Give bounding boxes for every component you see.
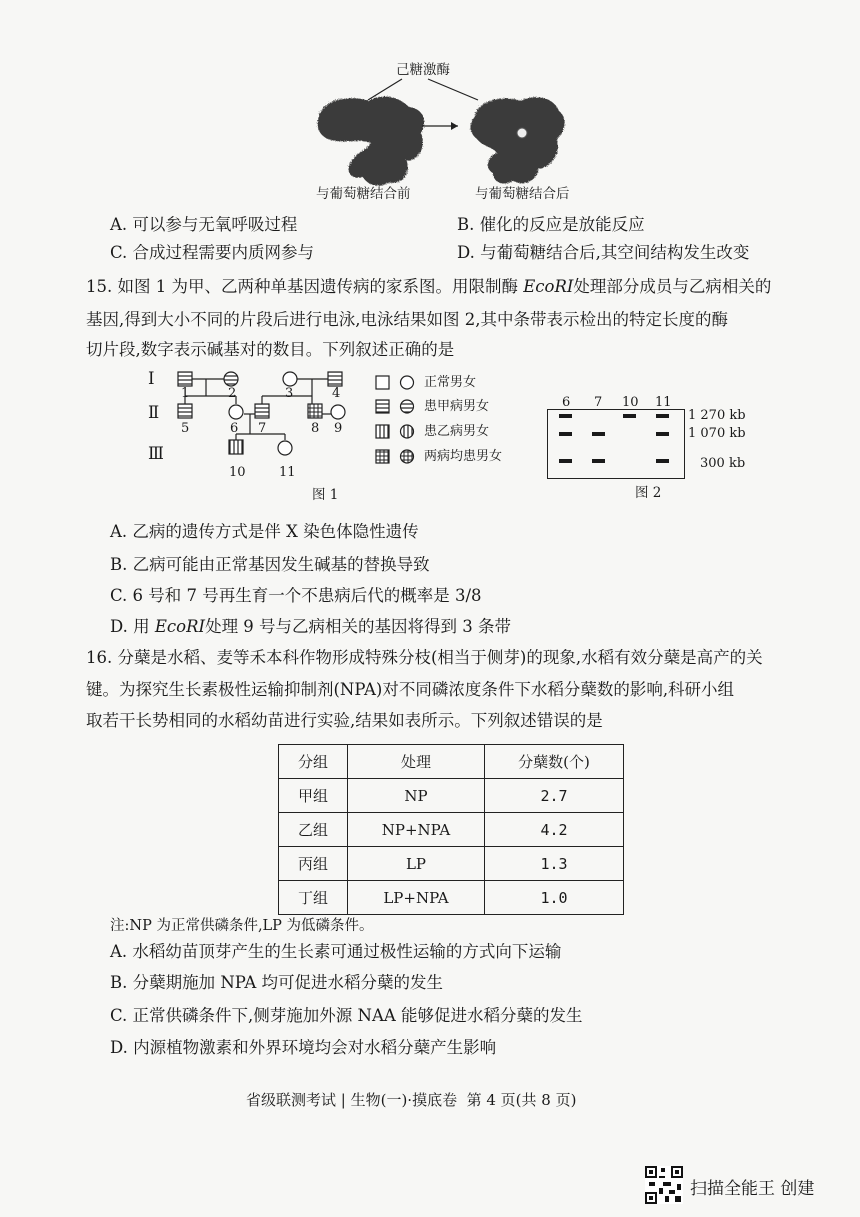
individual-number: 3 — [285, 386, 294, 401]
q16-stem-line-2: 键。为探究生长素极性运输抑制剂(NPA)对不同磷浓度条件下水稻分蘖数的影响,科研小组 — [86, 680, 735, 699]
individual-number: 4 — [332, 386, 341, 401]
generation-label: Ⅲ — [148, 444, 164, 463]
column-header: 分蘖数(个) — [485, 745, 624, 779]
q16-option-b: B. 分蘖期施加 NPA 均可促进水稻分蘖的发生 — [110, 973, 444, 992]
gel-band — [592, 459, 605, 463]
individual-number: 11 — [279, 465, 296, 480]
enzyme-name: EcoRⅠ — [523, 277, 574, 296]
generation-label: Ⅰ — [148, 369, 155, 388]
qr-code-icon — [645, 1166, 683, 1204]
q15-option-b: B. 乙病可能由正常基因发生碱基的替换导致 — [110, 555, 430, 574]
figure-2-caption: 图 2 — [635, 485, 662, 501]
q16-option-a: A. 水稻幼苗顶芽产生的生长素可通过极性运输的方式向下运输 — [110, 942, 562, 961]
gel-band — [623, 414, 636, 418]
q16-stem-line-1: 16. 分蘖是水稻、麦等禾本科作物形成特殊分枝(相当于侧芽)的现象,水稻有效分蘖是高产的关 — [86, 648, 763, 667]
gel-band — [592, 432, 605, 436]
hexokinase-illustration — [310, 76, 570, 192]
individual-number: 9 — [334, 421, 343, 436]
q14-option-d: D. 与葡萄糖结合后,其空间结构发生改变 — [457, 243, 750, 262]
column-header: 处理 — [348, 745, 485, 779]
scanner-watermark: 扫描全能王 创建 — [690, 1179, 815, 1199]
individual-number: 2 — [228, 386, 237, 401]
enzyme-label: 己糖激酶 — [396, 62, 450, 78]
individual-number: 1 — [181, 386, 190, 401]
gel-band — [559, 432, 572, 436]
page-footer: 省级联测考试 | 生物(一)·摸底卷 第 4 页(共 8 页) — [246, 1091, 577, 1109]
q15-option-a: A. 乙病的遗传方式是伴 X 染色体隐性遗传 — [110, 522, 419, 541]
gel-band — [656, 459, 669, 463]
table-row: 甲组 NP 2.7 — [279, 779, 624, 813]
lane-label: 10 — [622, 395, 639, 410]
individual-number: 10 — [229, 465, 246, 480]
individual-number: 7 — [258, 421, 267, 436]
lane-label: 6 — [562, 395, 571, 410]
legend-normal: 正常男女 — [424, 375, 477, 390]
fragment-size-label: 300 kb — [700, 456, 746, 471]
q16-option-d: D. 内源植物激素和外界环境均会对水稻分蘖产生影响 — [110, 1038, 497, 1057]
column-header: 分组 — [279, 745, 348, 779]
gel-band — [559, 459, 572, 463]
table-note: 注:NP 为正常供磷条件,LP 为低磷条件。 — [110, 918, 374, 934]
lane-label: 11 — [655, 395, 672, 410]
legend-disease-a: 患甲病男女 — [424, 399, 490, 414]
q15-option-d: D. 用 EcoRⅠ处理 9 号与乙病相关的基因将得到 3 条带 — [110, 617, 512, 636]
q16-option-c: C. 正常供磷条件下,侧芽施加外源 NAA 能够促进水稻分蘖的发生 — [110, 1006, 583, 1025]
gel-band — [656, 414, 669, 418]
individual-number: 6 — [230, 421, 239, 436]
q15-option-c: C. 6 号和 7 号再生育一个不患病后代的概率是 3/8 — [110, 586, 482, 605]
table-row: 丙组 LP 1.3 — [279, 847, 624, 881]
table-header-row — [279, 745, 624, 779]
before-binding-label: 与葡萄糖结合前 — [316, 186, 411, 202]
individual-number: 8 — [311, 421, 320, 436]
legend-symbols — [374, 374, 420, 466]
q15-stem-line-1: 15. 如图 1 为甲、乙两种单基因遗传病的家系图。用限制酶 EcoRⅠ处理部分成员与乙病相关的 — [86, 277, 772, 296]
figure-1-caption: 图 1 — [312, 487, 339, 503]
legend-disease-b: 患乙病男女 — [424, 424, 490, 439]
q16-stem-line-3: 取若干长势相同的水稻幼苗进行实验,结果如表所示。下列叙述错误的是 — [86, 711, 603, 730]
table-row: 丁组 LP+NPA 1.0 — [279, 881, 624, 915]
gel-box — [547, 409, 685, 479]
q14-option-a: A. 可以参与无氧呼吸过程 — [110, 215, 298, 234]
legend-both-diseases: 两病均患男女 — [424, 449, 503, 464]
individual-number: 5 — [181, 421, 190, 436]
fragment-size-label: 1 070 kb — [688, 426, 746, 441]
gel-band — [656, 432, 669, 436]
table-row: 乙组 NP+NPA 4.2 — [279, 813, 624, 847]
gel-band — [559, 414, 572, 418]
results-table — [278, 744, 624, 915]
generation-label: Ⅱ — [148, 403, 160, 422]
q15-stem-line-3: 切片段,数字表示碱基对的数目。下列叙述正确的是 — [86, 340, 455, 359]
q14-option-c: C. 合成过程需要内质网参与 — [110, 243, 315, 262]
after-binding-label: 与葡萄糖结合后 — [475, 186, 570, 202]
lane-label: 7 — [594, 395, 603, 410]
q15-stem-line-2: 基因,得到大小不同的片段后进行电泳,电泳结果如图 2,其中条带表示检出的特定长度的酶 — [86, 310, 728, 329]
q14-option-b: B. 催化的反应是放能反应 — [457, 215, 645, 234]
fragment-size-label: 1 270 kb — [688, 408, 746, 423]
